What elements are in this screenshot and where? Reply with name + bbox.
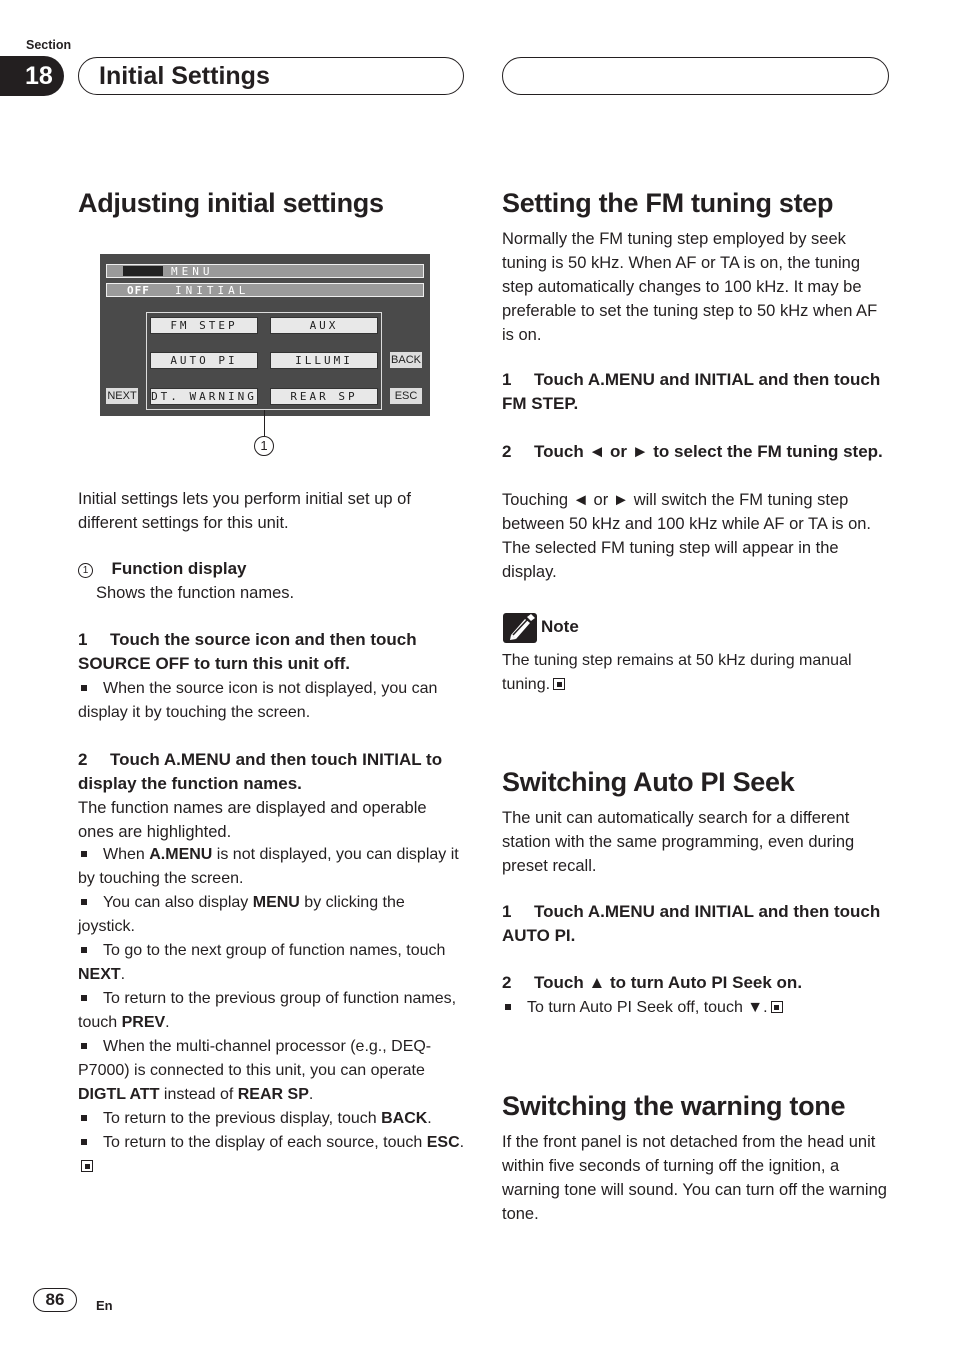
step-2-body: The function names are displayed and operable ones are highlighted. [78, 799, 427, 841]
bullet-source-icon: When the source icon is not displayed, you can display it by touching the screen. [78, 680, 438, 721]
initial-band [106, 283, 424, 297]
step-number: 2 [78, 750, 88, 769]
legend-number: 1 [78, 563, 93, 578]
callout-line [264, 410, 265, 436]
end-mark-icon [81, 1160, 93, 1172]
step-text: Touch the source icon and then touch SOURCE OFF to turn this unit off. [78, 630, 417, 673]
off-label: OFF [127, 284, 150, 297]
language-label: En [96, 1298, 113, 1313]
note-icon [503, 613, 537, 643]
section-title-box [78, 57, 464, 95]
bullet-next: To go to the next group of function names, touch NEXT. [78, 942, 446, 983]
menu-band [106, 264, 424, 278]
step-text: Touch A.MENU and then touch INITIAL to display the function names. [78, 750, 443, 793]
legend-text: Shows the function names. [96, 584, 295, 602]
dt-warning-button[interactable]: DT. WARNING [151, 390, 257, 403]
heading-adjusting: Adjusting initial settings [78, 188, 384, 218]
callout-number: 1 [254, 436, 274, 456]
menu-icon [123, 266, 163, 276]
pi-intro: The unit can automatically search for a different station with the same programming, even during preset recall. [502, 809, 855, 875]
legend-item [78, 557, 466, 605]
fm-step-2: 2 Touch ◄ or ► to select the FM tuning step. [502, 442, 883, 461]
section-number: 18 [0, 56, 64, 96]
function-display-figure [100, 254, 430, 416]
step-2-bullets [78, 843, 466, 1179]
intro-paragraph: Initial settings lets you perform initial set up of different settings for this unit. [78, 490, 411, 532]
step-2 [78, 748, 466, 796]
end-mark-icon [771, 1001, 783, 1013]
bullet-amenu: When A.MENU is not displayed, you can display it by touching the screen. [78, 846, 459, 887]
note-title: Note [541, 617, 579, 636]
menu-label: MENU [171, 265, 214, 278]
back-button[interactable]: BACK [391, 354, 421, 366]
note-text: The tuning step remains at 50 kHz during manual tuning. [502, 652, 852, 693]
heading-warning-tone: Switching the warning tone [502, 1091, 846, 1121]
fm-step-button[interactable]: FM STEP [150, 317, 258, 334]
heading-auto-pi: Switching Auto PI Seek [502, 767, 795, 797]
end-mark-icon [553, 678, 565, 690]
fm-step-1: 1 Touch A.MENU and INITIAL and then touch FM STEP. [502, 370, 881, 413]
illumi-button[interactable]: ILLUMI [270, 352, 378, 369]
initial-label: INITIAL [175, 284, 250, 297]
bullet-back: To return to the previous display, touch BACK. [78, 1107, 466, 1131]
next-button[interactable]: NEXT [107, 390, 137, 402]
bullet-processor: When the multi-channel processor (e.g., DEQ-P7000) is connected to this unit, you can operate DIGTL ATT instead of REAR SP. [78, 1038, 432, 1103]
bullet-menu: You can also display MENU by clicking the joystick. [78, 894, 405, 935]
heading-fm-step: Setting the FM tuning step [502, 188, 834, 218]
step-1 [78, 628, 466, 676]
function-area-outline [146, 312, 382, 410]
step-number: 1 [78, 630, 88, 649]
pi-bullet: To turn Auto PI Seek off, touch ▼. [502, 996, 890, 1020]
esc-button[interactable]: ESC [390, 388, 422, 404]
fm-intro: Normally the FM tuning step employed by seek tuning is 50 kHz. When AF or TA is on, the tuning step automatically changes to 100 kHz. It may be preferable to set the tuning step to 50 kHz when AF is on. [502, 230, 878, 344]
warn-intro: If the front panel is not detached from the head unit within five seconds of turning off the ignition, a warning tone will sound. You can turn off the warning tone. [502, 1133, 887, 1223]
pi-step-2: 2 Touch ▲ to turn Auto PI Seek on. [502, 973, 803, 992]
legend-title: Function display [111, 559, 247, 578]
page-number: 86 [33, 1288, 77, 1312]
pi-step-1: 1 Touch A.MENU and INITIAL and then touch AUTO PI. [502, 902, 881, 945]
aux-button[interactable]: AUX [270, 317, 378, 334]
section-title: Initial Settings [99, 62, 270, 90]
section-label: Section [26, 38, 72, 52]
fm-step-2-body: Touching ◄ or ► will switch the FM tuning step between 50 kHz and 100 kHz while AF or TA is on. The selected FM tuning step will appear in the display. [502, 491, 872, 581]
bullet-esc: To return to the display of each source, touch ESC. [78, 1131, 466, 1179]
section-empty-box [502, 57, 889, 95]
bullet-prev: To return to the previous group of function names, touch PREV. [78, 990, 457, 1031]
auto-pi-button[interactable]: AUTO PI [150, 352, 258, 369]
rear-sp-button[interactable]: REAR SP [270, 388, 378, 405]
